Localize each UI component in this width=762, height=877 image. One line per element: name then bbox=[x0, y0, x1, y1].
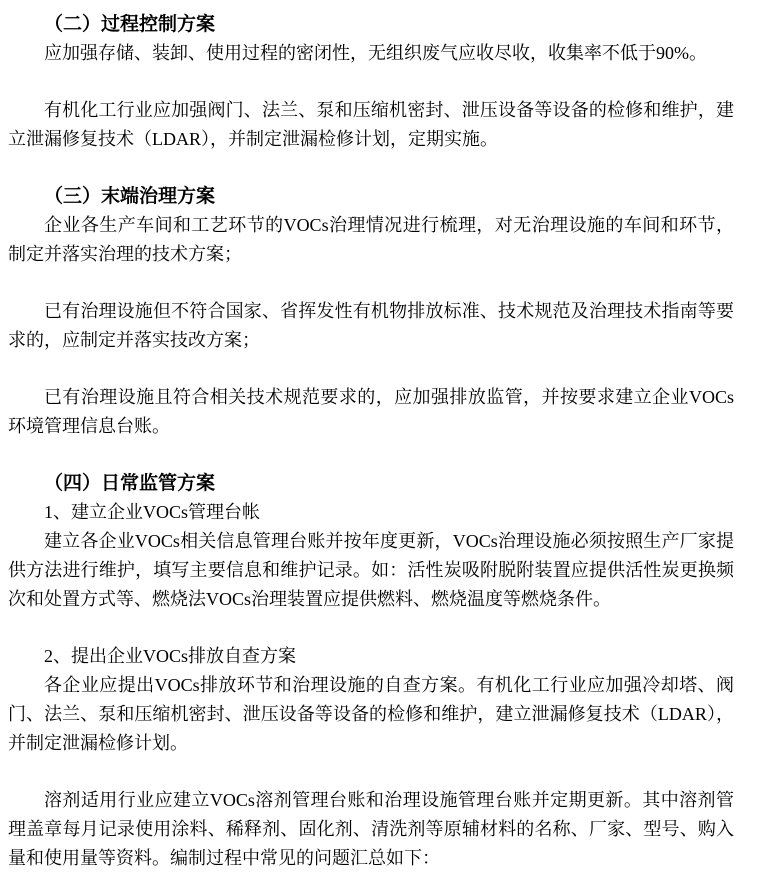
paragraph: 应加强存储、装卸、使用过程的密闭性，无组织废气应收尽收，收集率不低于90%。 bbox=[44, 43, 707, 63]
paragraph: 企业各生产车间和工艺环节的VOCs治理情况进行梳理，对无治理设施的车间和环节，制定并落实治理的技术方案； bbox=[8, 215, 734, 264]
paragraph: 各企业应提出VOCs排放环节和治理设施的自查方案。有机化工行业应加强冷却塔、阀门、法兰、泵和压缩机密封、泄压设备等设备的检修和维护，建立泄漏修复技术（LDAR），并制定泄漏检修计划。 bbox=[8, 675, 734, 753]
numbered-item: 1、建立企业VOCs管理台帐 bbox=[44, 502, 261, 522]
section-heading-process-control: （二）过程控制方案 bbox=[44, 14, 216, 35]
section-heading-end-treatment: （三）末端治理方案 bbox=[44, 186, 216, 207]
paragraph: 已有治理设施但不符合国家、省挥发性有机物排放标准、技术规范及治理技术指南等要求的，应制定并落实技改方案； bbox=[8, 301, 734, 350]
section-heading-daily-supervision: （四）日常监管方案 bbox=[44, 473, 216, 494]
numbered-item: 2、提出企业VOCs排放自查方案 bbox=[44, 646, 297, 666]
paragraph: 溶剂适用行业应建立VOCs溶剂管理台账和治理设施管理台账并定期更新。其中溶剂管理盖章每月记录使用涂料、稀释剂、固化剂、清洗剂等原辅材料的名称、厂家、型号、购入量和使用量等资料。编制过程中常见的问题汇总如下： bbox=[8, 790, 734, 868]
paragraph: 有机化工行业应加强阀门、法兰、泵和压缩机密封、泄压设备等设备的检修和维护，建立泄漏修复技术（LDAR），并制定泄漏检修计划，定期实施。 bbox=[8, 100, 734, 149]
paragraph: 已有治理设施且符合相关技术规范要求的，应加强排放监管，并按要求建立企业VOCs环境管理信息台账。 bbox=[8, 387, 734, 436]
paragraph: 建立各企业VOCs相关信息管理台账并按年度更新，VOCs治理设施必须按照生产厂家提供方法进行维护，填写主要信息和维护记录。如：活性炭吸附脱附装置应提供活性炭更换频次和处置方式等、燃烧法VOCs治理装置应提供燃料、燃烧温度等燃烧条件。 bbox=[8, 531, 734, 609]
